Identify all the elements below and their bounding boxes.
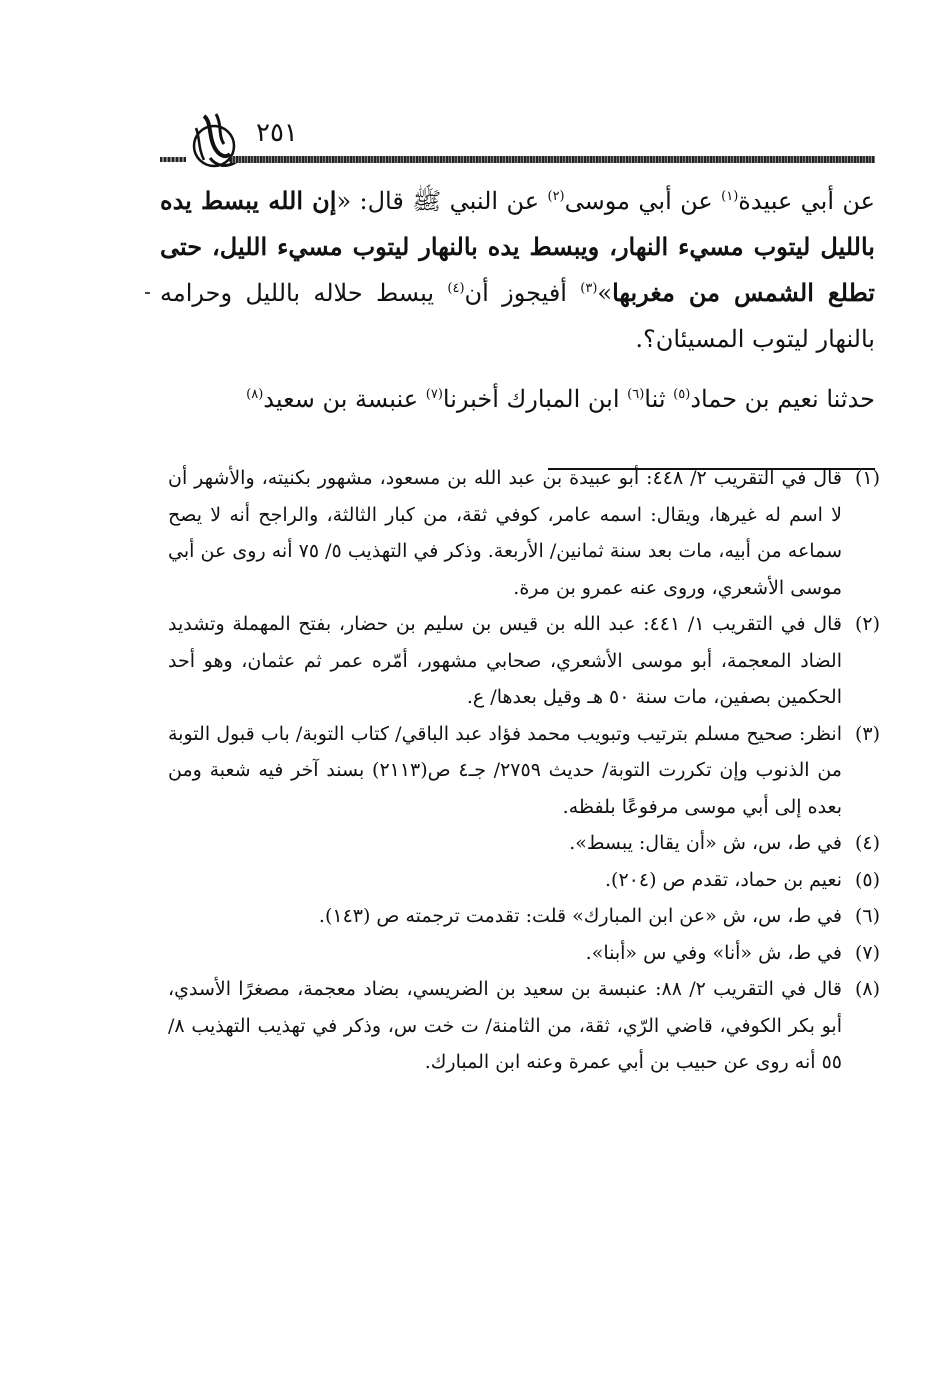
footnote-ref-7[interactable]: (٧) xyxy=(425,387,443,402)
hadith-quote: إن الله يبسط يده بالليل ليتوب مسيء النهار، ويبسط يده بالنهار ليتوب مسيء الليل، حتى تطلع الشمس من مغربها xyxy=(160,186,875,307)
footnote-number: (٨) xyxy=(854,978,880,1000)
footnote-text: انظر: صحيح مسلم بترتيب وتبويب محمد فؤاد عبد الباقي/ كتاب التوبة/ باب قبول التوبة من الذنوب وإن تكررت التوبة/ حديث ٢٧٥٩/ جـ٤ ص(٢١١٣) بسند آخر فيه شعبة ومن بعده إلى أبي موسى مرفوعًا بلفظه. xyxy=(168,722,842,818)
footnote-item xyxy=(168,862,880,899)
page-header xyxy=(160,108,875,168)
footnote-number: (٥) xyxy=(854,868,880,891)
footnote-ref-6[interactable]: (٦) xyxy=(627,387,645,402)
footnotes xyxy=(168,460,880,1081)
footnote-number: (١) xyxy=(854,467,880,489)
footnote-item xyxy=(168,825,880,862)
footnote-text: في ط، س، ش «أن يقال: يبسط». xyxy=(569,832,842,854)
text-run: عن النبي ﷺ قال: « xyxy=(336,187,548,215)
footnote-number: (٧) xyxy=(854,941,880,964)
footnote-ref-3[interactable]: (٣) xyxy=(580,281,598,296)
footnote-item xyxy=(168,935,880,972)
footnote-item xyxy=(168,606,880,716)
footnote-number: (٢) xyxy=(854,613,880,635)
text-run: ثنا xyxy=(644,385,674,413)
footnote-item xyxy=(168,716,880,826)
main-paragraph-2 xyxy=(160,376,875,422)
footnote-ref-5[interactable]: (٥) xyxy=(673,387,691,402)
header-rule xyxy=(230,156,875,163)
text-run: عن أبي عبيدة xyxy=(738,187,875,215)
footnote-text: قال في التقريب ١/ ٤٤١: عبد الله بن قيس بن سليم بن حضار، بفتح المهملة وتشديد الضاد المعجمة، أبو موسى الأشعري، صحابي مشهور، أمّره عمر ثم عثمان، وهو أحد الحكمين بصفين، مات سنة ٥٠ هـ وقيل بعدها/ ع. xyxy=(168,613,842,708)
page-number: ٢٥١ xyxy=(256,118,298,148)
text-run: حدثنا نعيم بن حماد xyxy=(690,385,875,413)
text-run: يبسط حلاله بالليل وحرامه بالنهار ليتوب المسيئان؟. xyxy=(160,279,875,353)
footnote-item xyxy=(168,460,880,606)
footnote-number: (٣) xyxy=(854,722,880,745)
footnote-item xyxy=(168,971,880,1081)
footnote-ref-4[interactable]: (٤) xyxy=(447,281,465,296)
footnote-number: (٤) xyxy=(854,832,880,854)
footnote-ref-1[interactable]: (١) xyxy=(721,189,739,204)
text-run: أفيجوز أن xyxy=(464,279,581,307)
footnote-ref-8[interactable]: (٨) xyxy=(246,387,264,402)
main-paragraph-1 xyxy=(160,178,875,362)
footnote-text: قال في التقريب ٢/ ٤٤٨: أبو عبيدة بن عبد الله بن مسعود، مشهور بكنيته، والأشهر أن لا اسم له غيرها، ويقال: اسمه عامر، كوفي ثقة، من كبار الثالثة، والراجح أنه لا يصح سماعه من أبيه، مات بعد سنة ثمانين/ الأربعة. وذكر في التهذيب ٥/ ٧٥ أنه روى عن أبي موسى الأشعري، وروى عنه عمرو بن مرة. xyxy=(168,467,842,599)
footnote-item xyxy=(168,898,880,935)
text-run: عن أبي موسى xyxy=(564,187,722,215)
footnote-number: (٦) xyxy=(854,905,880,927)
footnote-ref-2[interactable]: (٢) xyxy=(547,189,565,204)
footnote-text: في ط، س، ش «عن ابن المبارك» قلت: تقدمت ترجمته ص (١٤٣). xyxy=(318,905,842,927)
scan-mark xyxy=(145,292,150,294)
footnote-text: في ط، ش «أنا» وفي س «أبنا». xyxy=(585,941,842,964)
text-run: عنبسة بن سعيد xyxy=(263,385,426,413)
text-run: » xyxy=(597,279,613,307)
footnote-text: نعيم بن حماد، تقدم ص (٢٠٤). xyxy=(605,868,842,891)
footnote-text: قال في التقريب ٢/ ٨٨: عنبسة بن سعيد بن الضريسي، بضاد معجمة، مصغرًا الأسدي، أبو بكر الكوفي، قاضي الرّي، ثقة، من الثامنة/ ت خت س، وذكر في تهذيب التهذيب ٨/ ٥٥ أنه روى عن حبيب بن أبي عمرة وعنه ابن المبارك. xyxy=(168,978,842,1073)
main-text xyxy=(160,178,875,422)
text-run: ابن المبارك أخبرنا xyxy=(442,385,628,413)
